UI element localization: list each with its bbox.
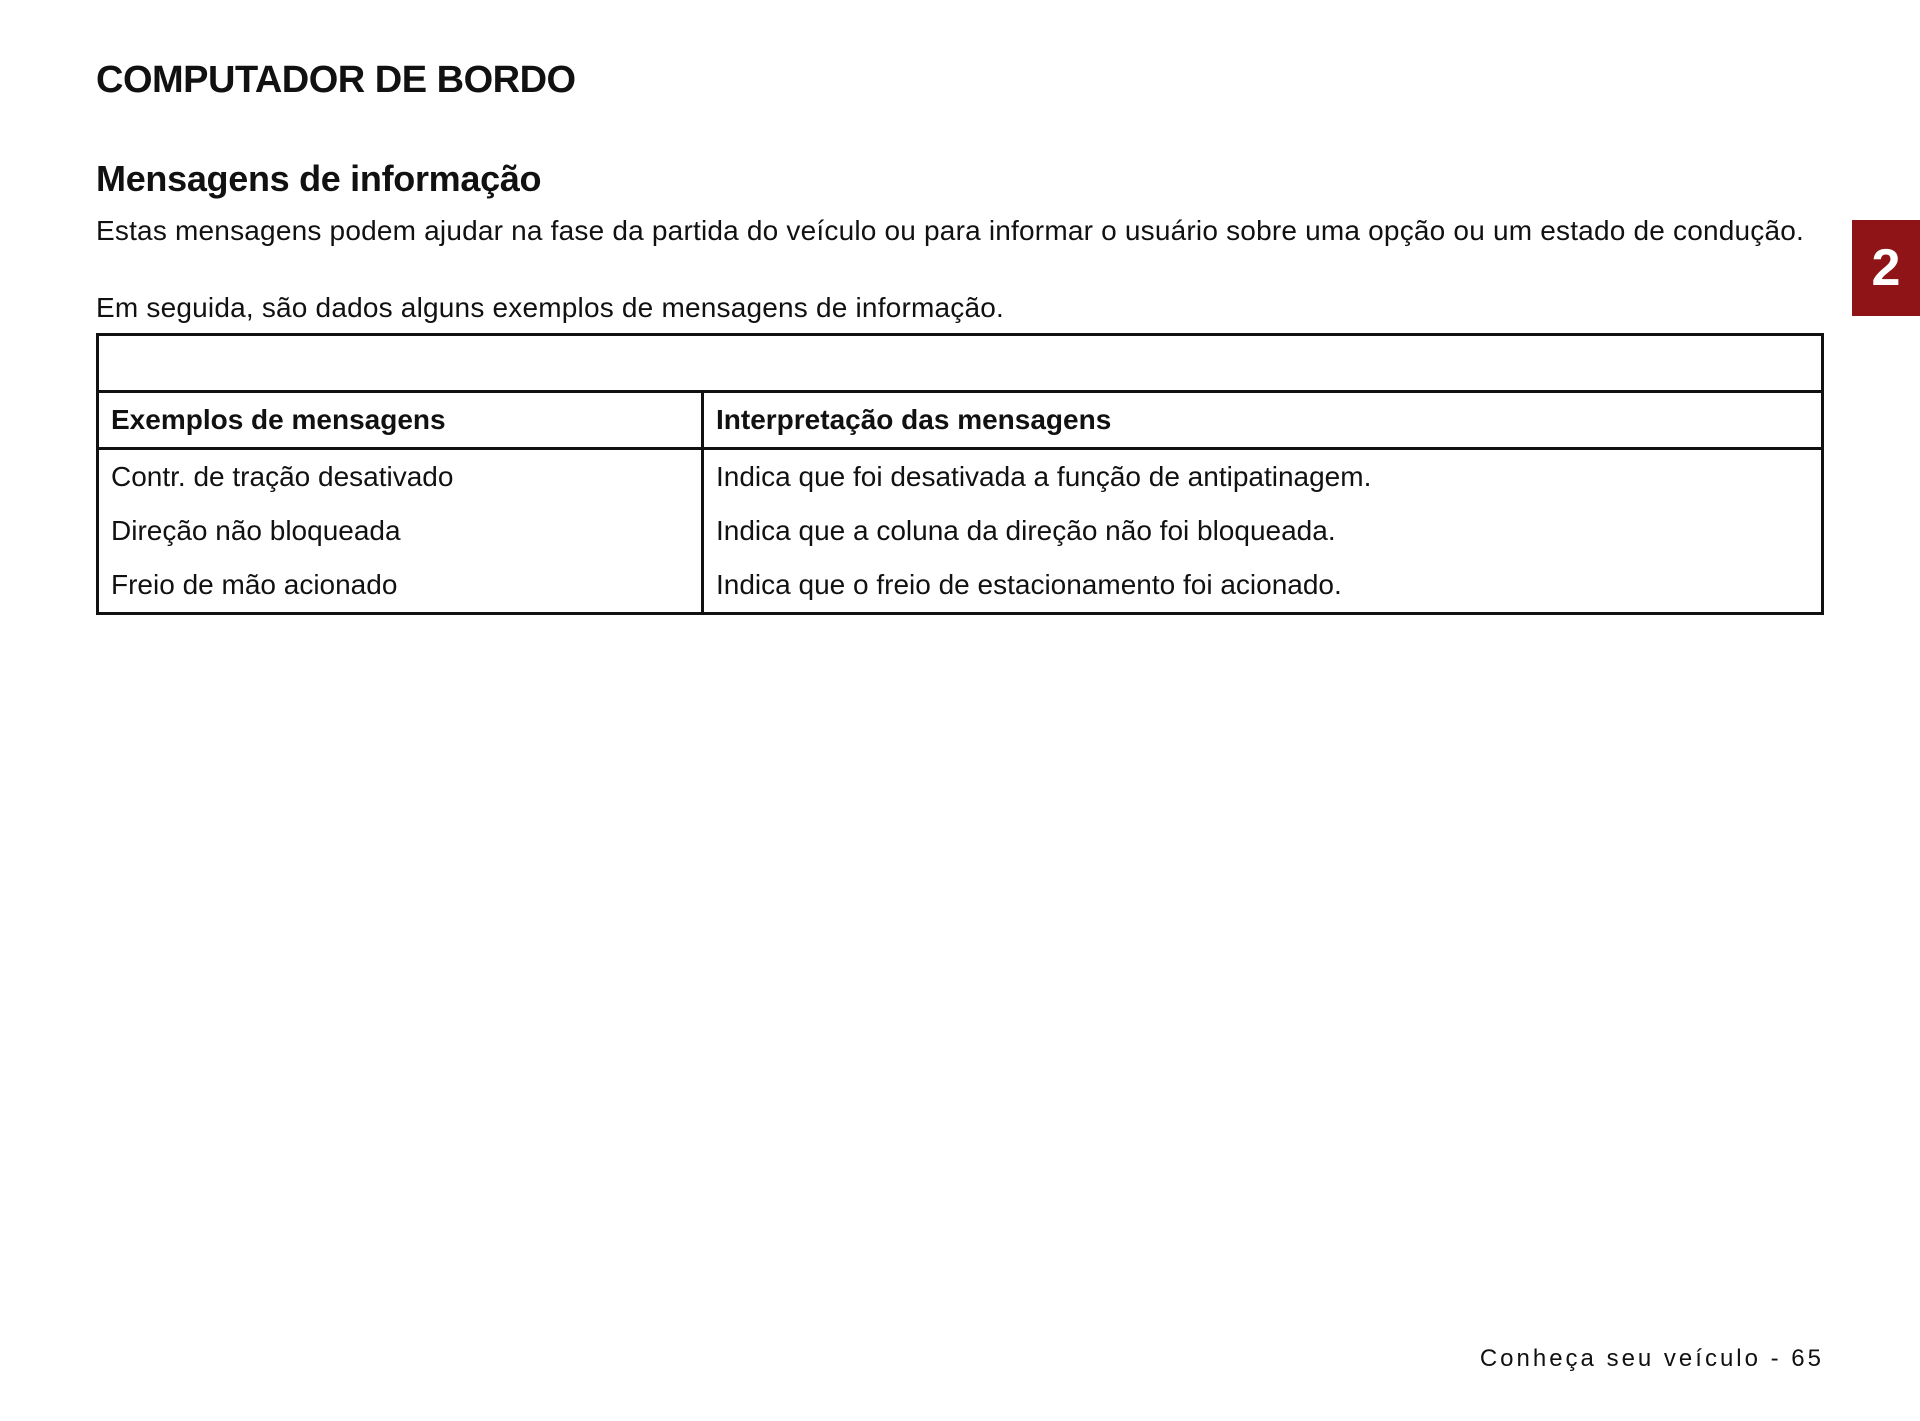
- table-row: [98, 449, 1823, 505]
- message-example-cell: Freio de mão acionado: [98, 558, 703, 614]
- table-caption-cell: [98, 335, 1823, 392]
- column-header-examples: Exemplos de mensagens: [98, 392, 703, 449]
- message-example-cell: Direção não bloqueada: [98, 504, 703, 558]
- table-caption-row: [98, 335, 1823, 392]
- page-footer: Conheça seu veículo - 65: [1479, 1345, 1824, 1372]
- message-interpretation-cell: Indica que a coluna da direção não foi bloqueada.: [716, 515, 1336, 546]
- table-header-row: [98, 392, 1823, 449]
- table-row: [98, 504, 1823, 558]
- message-example-cell: Contr. de tração desativado: [98, 449, 703, 505]
- intro-paragraph: Estas mensagens podem ajudar na fase da partida do veículo ou para informar o usuário sobre uma opção ou um estado de condução.: [96, 215, 1805, 246]
- chapter-number: 2: [1871, 239, 1901, 297]
- examples-intro-paragraph: Em seguida, são dados alguns exemplos de mensagens de informação.: [96, 292, 1004, 323]
- chapter-tab: [1852, 220, 1920, 316]
- messages-table: [96, 333, 1824, 615]
- column-header-interpretation: Interpretação das mensagens: [703, 392, 1823, 449]
- table-row: [98, 558, 1823, 614]
- message-interpretation-cell: Indica que foi desativada a função de antipatinagem.: [716, 461, 1372, 492]
- page-title: COMPUTADOR DE BORDO: [96, 59, 576, 101]
- message-interpretation-cell: Indica que o freio de estacionamento foi acionado.: [716, 569, 1342, 600]
- section-title: Mensagens de informação: [96, 158, 542, 199]
